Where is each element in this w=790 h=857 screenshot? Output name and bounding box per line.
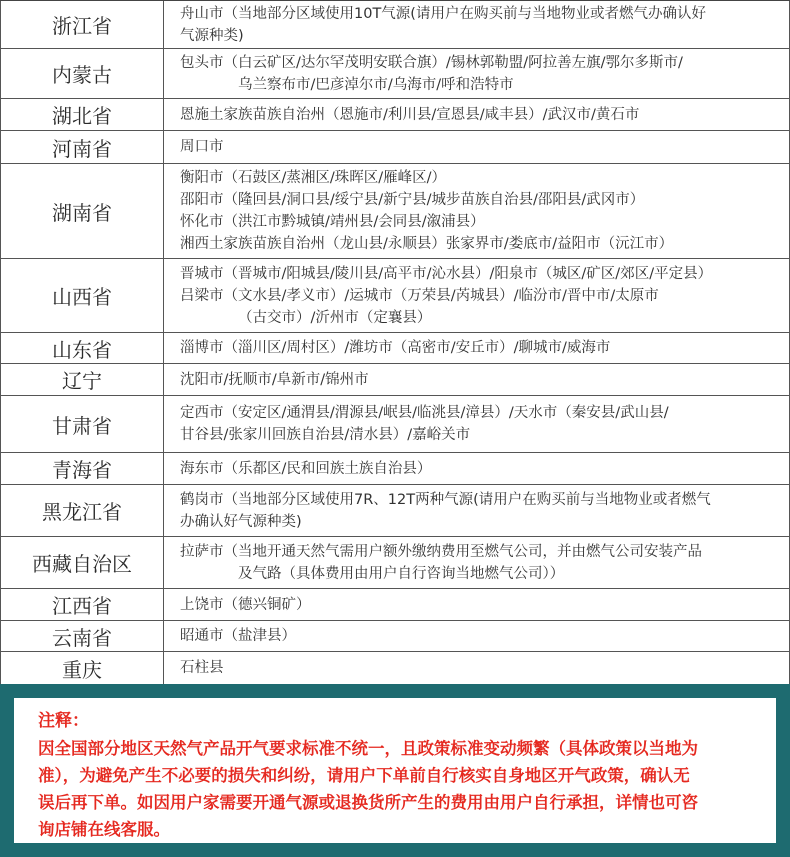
areas-cell <box>164 396 790 452</box>
table-row <box>0 485 790 537</box>
table-row <box>0 453 790 485</box>
area-line: （古交市）/沂州市（定襄县） <box>238 309 432 326</box>
area-line: 海东市（乐都区/民和回族土族自治县） <box>180 460 432 477</box>
province-cell: 黑龙江省 <box>0 485 164 536</box>
areas-cell <box>164 453 790 484</box>
area-line: 定西市（安定区/通渭县/渭源县/岷县/临洮县/漳县）/天水市（秦安县/武山县/ <box>180 405 669 421</box>
area-line: 吕梁市（文水县/孝义市）/运城市（万荣县/芮城县）/临汾市/晋中市/太原市 <box>180 287 659 304</box>
table-row <box>0 1 790 49</box>
area-line: 上饶市（德兴铜矿） <box>180 596 311 613</box>
note-panel <box>0 684 790 857</box>
table-row <box>0 99 790 131</box>
province-cell: 辽宁 <box>0 364 164 395</box>
province-cell: 湖北省 <box>0 99 164 130</box>
province-cell: 山东省 <box>0 333 164 363</box>
area-line: 晋城市（晋城市/阳城县/陵川县/高平市/沁水县）/阳泉市（城区/矿区/郊区/平定县） <box>180 265 713 282</box>
province-cell: 甘肃省 <box>0 396 164 452</box>
area-line: 湘西土家族苗族自治州（龙山县/永顺县）张家界市/娄底市/益阳市（沅江市） <box>180 236 674 252</box>
area-line: 拉萨市（当地开通天然气需用户额外缴纳费用至燃气公司，并由燃气公司安装产品 <box>180 543 702 560</box>
areas-cell <box>164 621 790 651</box>
table-row <box>0 131 790 164</box>
areas-cell <box>164 259 790 332</box>
area-line: 乌兰察布市/巴彦淖尔市/乌海市/呼和浩特市 <box>238 76 514 93</box>
province-cell: 内蒙古 <box>0 49 164 98</box>
area-line: 淄博市（淄川区/周村区）/潍坊市（高密市/安丘市）/聊城市/威海市 <box>180 340 611 356</box>
table-row <box>0 364 790 396</box>
province-cell: 重庆 <box>0 652 164 684</box>
areas-cell <box>164 652 790 684</box>
areas-cell <box>164 164 790 258</box>
area-line: 怀化市（洪江市黔城镇/靖州县/会同县/溆浦县） <box>180 214 485 230</box>
note-line: 准），为避免产生不必要的损失和纠纷，请用户下单前自行核实自身地区开气政策，确认无 <box>38 766 690 785</box>
areas-cell <box>164 485 790 536</box>
area-line: 甘谷县/张家川回族自治县/清水县）/嘉峪关市 <box>180 427 471 443</box>
area-line: 舟山市（当地部分区域使用10T气源(请用户在购买前与当地物业或者燃气办确认好 <box>180 5 706 22</box>
area-line: 昭通市（盐津县） <box>180 628 296 644</box>
area-line: 鹤岗市（当地部分区域使用7R、12T两种气源(请用户在购买前与当地物业或者燃气 <box>180 491 711 508</box>
table-row <box>0 396 790 453</box>
table-row <box>0 164 790 259</box>
note-line: 因全国部分地区天然气产品开气要求标准不统一，且政策标准变动频繁（具体政策以当地为 <box>38 739 698 758</box>
table-row <box>0 652 790 685</box>
note-title: 注释： <box>38 711 89 731</box>
table-row <box>0 259 790 333</box>
areas-cell <box>164 333 790 363</box>
area-line: 办确认好气源种类) <box>180 513 302 530</box>
area-line: 衡阳市（石鼓区/蒸湘区/珠晖区/雁峰区/） <box>180 170 447 186</box>
area-line: 邵阳市（隆回县/洞口县/绥宁县/新宁县/城步苗族自治县/邵阳县/武冈市） <box>180 192 645 208</box>
province-cell: 浙江省 <box>0 1 164 48</box>
note-line: 询店铺在线客服。 <box>38 820 170 839</box>
area-line: 周口市 <box>180 139 224 155</box>
area-line: 及气路（具体费用由用户自行咨询当地燃气公司）） <box>238 565 565 582</box>
province-cell: 江西省 <box>0 589 164 620</box>
table-row <box>0 49 790 99</box>
note-line: 误后再下单。如因用户家需要开通气源或退换货所产生的费用由用户自行承担，详情也可咨 <box>38 793 698 812</box>
province-cell: 湖南省 <box>0 164 164 258</box>
note-text <box>38 735 764 843</box>
note-box <box>14 698 776 843</box>
province-cell: 西藏自治区 <box>0 537 164 588</box>
areas-cell <box>164 589 790 620</box>
area-line: 石柱县 <box>180 660 224 676</box>
area-line: 沈阳市/抚顺市/阜新市/锦州市 <box>180 371 369 388</box>
table-row <box>0 333 790 364</box>
areas-cell <box>164 1 790 48</box>
area-line: 包头市（白云矿区/达尔罕茂明安联合旗）/锡林郭勒盟/阿拉善左旗/鄂尔多斯市/ <box>180 54 683 71</box>
area-line: 恩施土家族苗族自治州（恩施市/利川县/宣恩县/咸丰县）/武汉市/黄石市 <box>180 106 640 123</box>
areas-cell <box>164 537 790 588</box>
table-row <box>0 537 790 589</box>
areas-cell <box>164 364 790 395</box>
province-cell: 云南省 <box>0 621 164 651</box>
province-cell: 山西省 <box>0 259 164 332</box>
table-row <box>0 621 790 652</box>
area-line: 气源种类) <box>180 27 244 44</box>
table-row <box>0 589 790 621</box>
areas-cell <box>164 49 790 98</box>
province-cell: 青海省 <box>0 453 164 484</box>
province-cell: 河南省 <box>0 131 164 163</box>
areas-cell <box>164 131 790 163</box>
areas-cell <box>164 99 790 130</box>
